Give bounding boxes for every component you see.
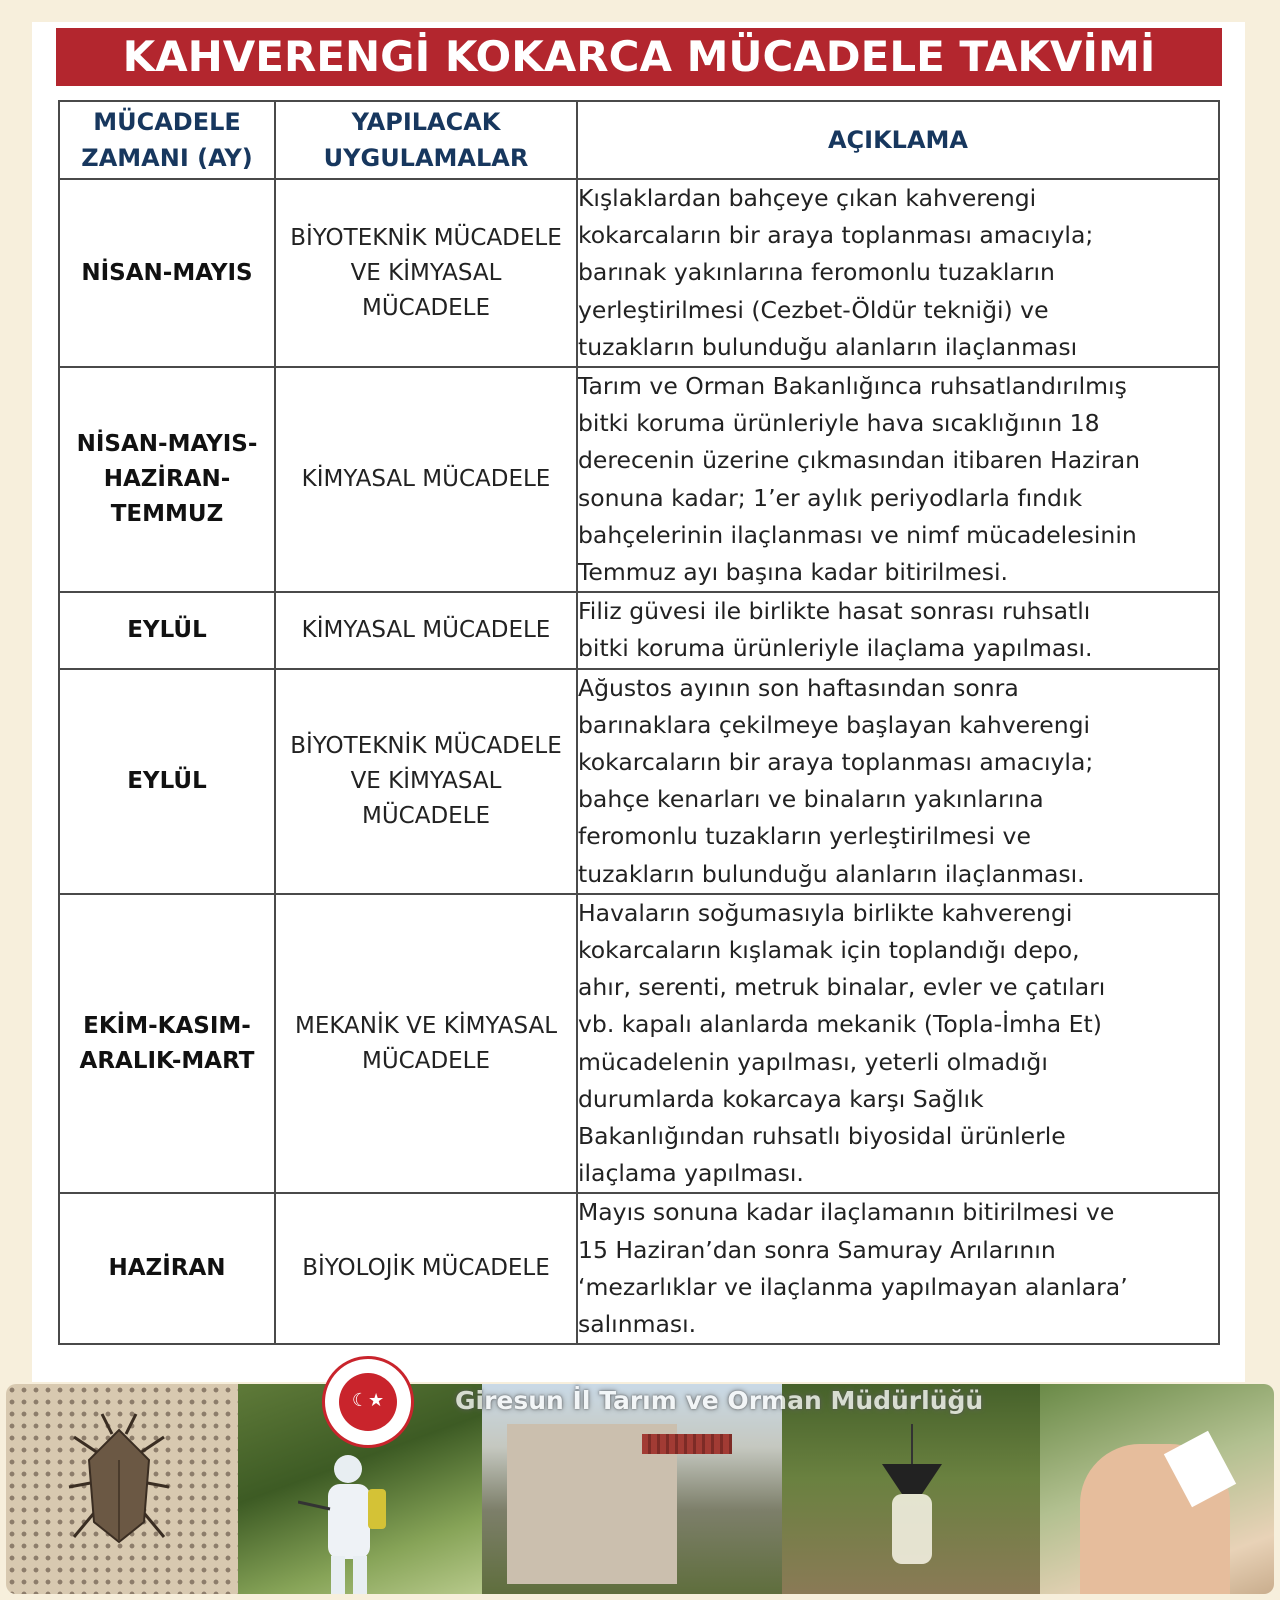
application-cell bbox=[275, 592, 577, 668]
month-cell-line: NİSAN-MAYIS bbox=[81, 259, 253, 286]
description-cell-line: bahçelerinin ilaçlanması ve nimf mücadelesinin bbox=[578, 520, 1137, 549]
table-row bbox=[59, 179, 1219, 367]
application-cell-line: MEKANİK VE KİMYASAL bbox=[294, 1012, 558, 1039]
description-cell-line: bitki koruma ürünleriyle hava sıcaklığının 18 bbox=[578, 409, 1100, 438]
description-cell bbox=[577, 669, 1219, 894]
trap-icon bbox=[872, 1424, 952, 1574]
header-description bbox=[577, 101, 1219, 179]
description-cell bbox=[577, 894, 1219, 1194]
description-cell-line: feromonlu tuzakların yerleştirilmesi ve bbox=[578, 822, 1031, 851]
description-cell-line: Filiz güvesi ile birlikte hasat sonrası ruhsatlı bbox=[578, 597, 1091, 626]
description-cell-line: Ağustos ayının son haftasından sonra bbox=[578, 673, 1019, 702]
month-cell-line: ARALIK-MART bbox=[79, 1047, 255, 1074]
table-row bbox=[59, 894, 1219, 1194]
application-cell-line: MÜCADELE bbox=[361, 1047, 491, 1074]
header-application-line: UYGULAMALAR bbox=[323, 144, 529, 172]
description-cell-line: ‘mezarlıklar ve ilaçlanma yapılmayan alanlara’ bbox=[578, 1272, 1128, 1301]
month-cell bbox=[59, 894, 275, 1194]
header-month bbox=[59, 101, 275, 179]
header-row bbox=[59, 101, 1219, 179]
application-cell-line: BİYOTEKNİK MÜCADELE bbox=[290, 732, 562, 759]
description-cell-line: Tarım ve Orman Bakanlığınca ruhsatlandırılmış bbox=[578, 372, 1127, 401]
description-cell-line: sonuna kadar; 1’er aylık periyodlarla fındık bbox=[578, 483, 1083, 512]
description-cell-line: barınak yakınlarına feromonlu tuzakların bbox=[578, 258, 1055, 287]
month-cell-line: TEMMUZ bbox=[110, 501, 224, 528]
roof-shape bbox=[642, 1434, 732, 1454]
header-application bbox=[275, 101, 577, 179]
application-cell bbox=[275, 894, 577, 1194]
header-application-line: YAPILACAK bbox=[351, 108, 501, 136]
description-cell-line: kokarcaların kışlamak için toplandığı depo, bbox=[578, 936, 1080, 965]
table-row bbox=[59, 669, 1219, 894]
sprayer-person-icon bbox=[298, 1444, 418, 1594]
month-cell bbox=[59, 592, 275, 668]
header-description-line: AÇIKLAMA bbox=[827, 126, 969, 154]
description-cell bbox=[577, 179, 1219, 367]
month-cell bbox=[59, 1193, 275, 1344]
month-cell bbox=[59, 367, 275, 592]
logo-emblem bbox=[339, 1373, 397, 1431]
stink-bug-icon bbox=[64, 1412, 174, 1552]
description-cell-line: durumlarda kokarcaya karşı Sağlık bbox=[578, 1084, 984, 1113]
application-cell-line: MÜCADELE bbox=[361, 294, 491, 321]
description-cell-line: tuzakların bulunduğu alanların ilaçlanması. bbox=[578, 859, 1085, 888]
table-row bbox=[59, 1193, 1219, 1344]
description-cell-line: ilaçlama yapılması. bbox=[578, 1159, 804, 1188]
photo-hand-trap bbox=[1040, 1384, 1274, 1594]
description-cell-line: salınması. bbox=[578, 1310, 697, 1339]
application-cell-line: KİMYASAL MÜCADELE bbox=[301, 466, 551, 493]
description-cell-line: bahçe kenarları ve binaların yakınlarına bbox=[578, 785, 1044, 814]
description-cell bbox=[577, 367, 1219, 592]
application-cell-line: MÜCADELE bbox=[361, 802, 491, 829]
application-cell-line: VE KİMYASAL bbox=[350, 259, 502, 286]
month-cell-line: NİSAN-MAYIS- bbox=[76, 431, 258, 458]
month-cell-line: HAZİRAN- bbox=[103, 466, 231, 493]
month-cell-line: HAZİRAN bbox=[108, 1255, 226, 1282]
application-cell bbox=[275, 1193, 577, 1344]
application-cell bbox=[275, 367, 577, 592]
application-cell-line: BİYOTEKNİK MÜCADELE bbox=[290, 224, 562, 251]
photo-stink-bug bbox=[6, 1384, 238, 1594]
description-cell-line: Temmuz ayı başına kadar bitirilmesi. bbox=[578, 558, 1009, 587]
month-cell-line: EKİM-KASIM- bbox=[83, 1012, 251, 1039]
month-cell-line: EYLÜL bbox=[127, 616, 207, 643]
description-cell-line: ahır, serenti, metruk binalar, evler ve çatıları bbox=[578, 973, 1106, 1002]
header-month-line: ZAMANI (AY) bbox=[81, 144, 253, 172]
description-cell-line: Havaların soğumasıyla birlikte kahverengi bbox=[578, 898, 1073, 927]
application-cell-line: BİYOLOJİK MÜCADELE bbox=[302, 1255, 550, 1282]
application-cell-line: KİMYASAL MÜCADELE bbox=[301, 616, 551, 643]
month-cell-line: EYLÜL bbox=[127, 767, 207, 794]
application-cell bbox=[275, 669, 577, 894]
ministry-logo bbox=[322, 1356, 414, 1448]
description-cell bbox=[577, 592, 1219, 668]
photo-village-house bbox=[482, 1384, 782, 1594]
description-cell-line: derecenin üzerine çıkmasından itibaren Haziran bbox=[578, 446, 1140, 475]
description-cell-line: kokarcaların bir araya toplanması amacıyla; bbox=[578, 221, 1094, 250]
photo-strip bbox=[6, 1384, 1274, 1594]
description-cell-line: Bakanlığından ruhsatlı biyosidal ürünlerle bbox=[578, 1122, 1066, 1151]
table-row bbox=[59, 367, 1219, 592]
table-row bbox=[59, 592, 1219, 668]
description-cell-line: Kışlaklardan bahçeye çıkan kahverengi bbox=[578, 184, 1037, 212]
month-cell bbox=[59, 179, 275, 367]
page-title: KAHVERENGİ KOKARCA MÜCADELE TAKVİMİ bbox=[56, 28, 1222, 86]
description-cell-line: yerleştirilmesi (Cezbet-Öldür tekniği) ve bbox=[578, 295, 1049, 324]
description-cell-line: barınaklara çekilmeye başlayan kahverengi bbox=[578, 710, 1091, 739]
month-cell bbox=[59, 669, 275, 894]
description-cell-line: Mayıs sonuna kadar ilaçlamanın bitirilmesi ve bbox=[578, 1198, 1115, 1227]
application-cell bbox=[275, 179, 577, 367]
description-cell bbox=[577, 1193, 1219, 1344]
description-cell-line: tuzakların bulunduğu alanların ilaçlanması bbox=[578, 332, 1078, 361]
description-cell-line: kokarcaların bir araya toplanması amacıyla; bbox=[578, 748, 1094, 777]
description-cell-line: 15 Haziran’dan sonra Samuray Arılarının bbox=[578, 1235, 1056, 1264]
table-body bbox=[59, 179, 1219, 1344]
crescent-star-icon: ☾★ bbox=[351, 1390, 385, 1411]
application-cell-line: VE KİMYASAL bbox=[350, 767, 502, 794]
organization-name: Giresun İl Tarım ve Orman Müdürlüğü bbox=[455, 1386, 984, 1415]
photo-pheromone-trap bbox=[782, 1384, 1040, 1594]
description-cell-line: mücadelenin yapılması, yeterli olmadığı bbox=[578, 1047, 1048, 1076]
header-month-line: MÜCADELE bbox=[93, 108, 241, 136]
calendar-table bbox=[58, 100, 1220, 1345]
description-cell-line: bitki koruma ürünleriyle ilaçlama yapılması. bbox=[578, 634, 1093, 663]
description-cell-line: vb. kapalı alanlarda mekanik (Topla-İmha Et) bbox=[578, 1010, 1102, 1039]
